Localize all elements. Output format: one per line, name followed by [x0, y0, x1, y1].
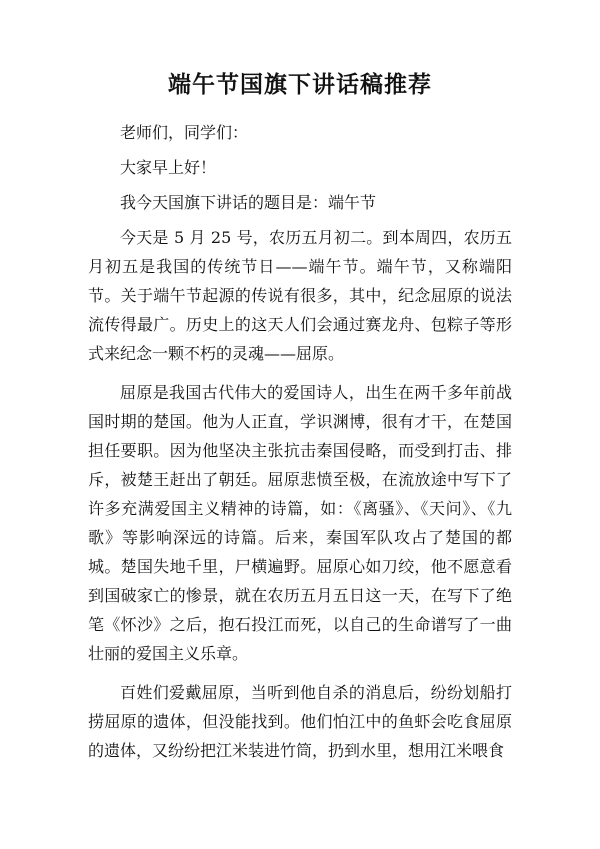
- festival-intro-paragraph: 今天是 5 月 25 号，农历五月初二。到本周四，农历五月初五是我国的传统节日——端午节。端午节，又称端阳节。关于端午节起源的传说有很多，其中，纪念屈原的说法流传得最广。历史上的这天人们会通过赛龙舟、包粽子等形式来纪念一颗不朽的灵魂——屈原。: [88, 228, 512, 363]
- greeting-teachers-paragraph: 老师们，同学们：: [120, 123, 249, 142]
- topic-paragraph: 我今天国旗下讲话的题目是：端午节: [120, 193, 377, 212]
- people-paragraph: 百姓们爱戴屈原，当听到他自杀的消息后，纷纷划船打捞屈原的遗体，但没能找到。他们怕江中的鱼虾会吃食屈原的遗体，又纷纷把江米装进竹筒，扔到水里，想用江米喂食: [88, 683, 512, 760]
- greeting-morning-paragraph: 大家早上好！: [120, 158, 217, 177]
- quyuan-paragraph: 屈原是我国古代伟大的爱国诗人，出生在两千多年前战国时期的楚国。他为人正直，学识渊博，很有才干，在楚国担任要职。因为他坚决主张抗击秦国侵略，而受到打击、排斥，被楚王赶出了朝廷。屈原悲愤至极，在流放途中写下了许多充满爱国主义精神的诗篇，如：《离骚》、《天问》、《九歌》等影响深远的诗篇。后来，秦国军队攻占了楚国的都城。楚国失地千里，尸横遍野。屈原心如刀绞，他不愿意看到国破家亡的惨景，就在农历五月五日这一天，在写下了绝笔《怀沙》之后，抱石投江而死，以自己的生命谱写了一曲壮丽的爱国主义乐章。: [88, 383, 512, 663]
- document-title: 端午节国旗下讲话稿推荐: [168, 71, 432, 98]
